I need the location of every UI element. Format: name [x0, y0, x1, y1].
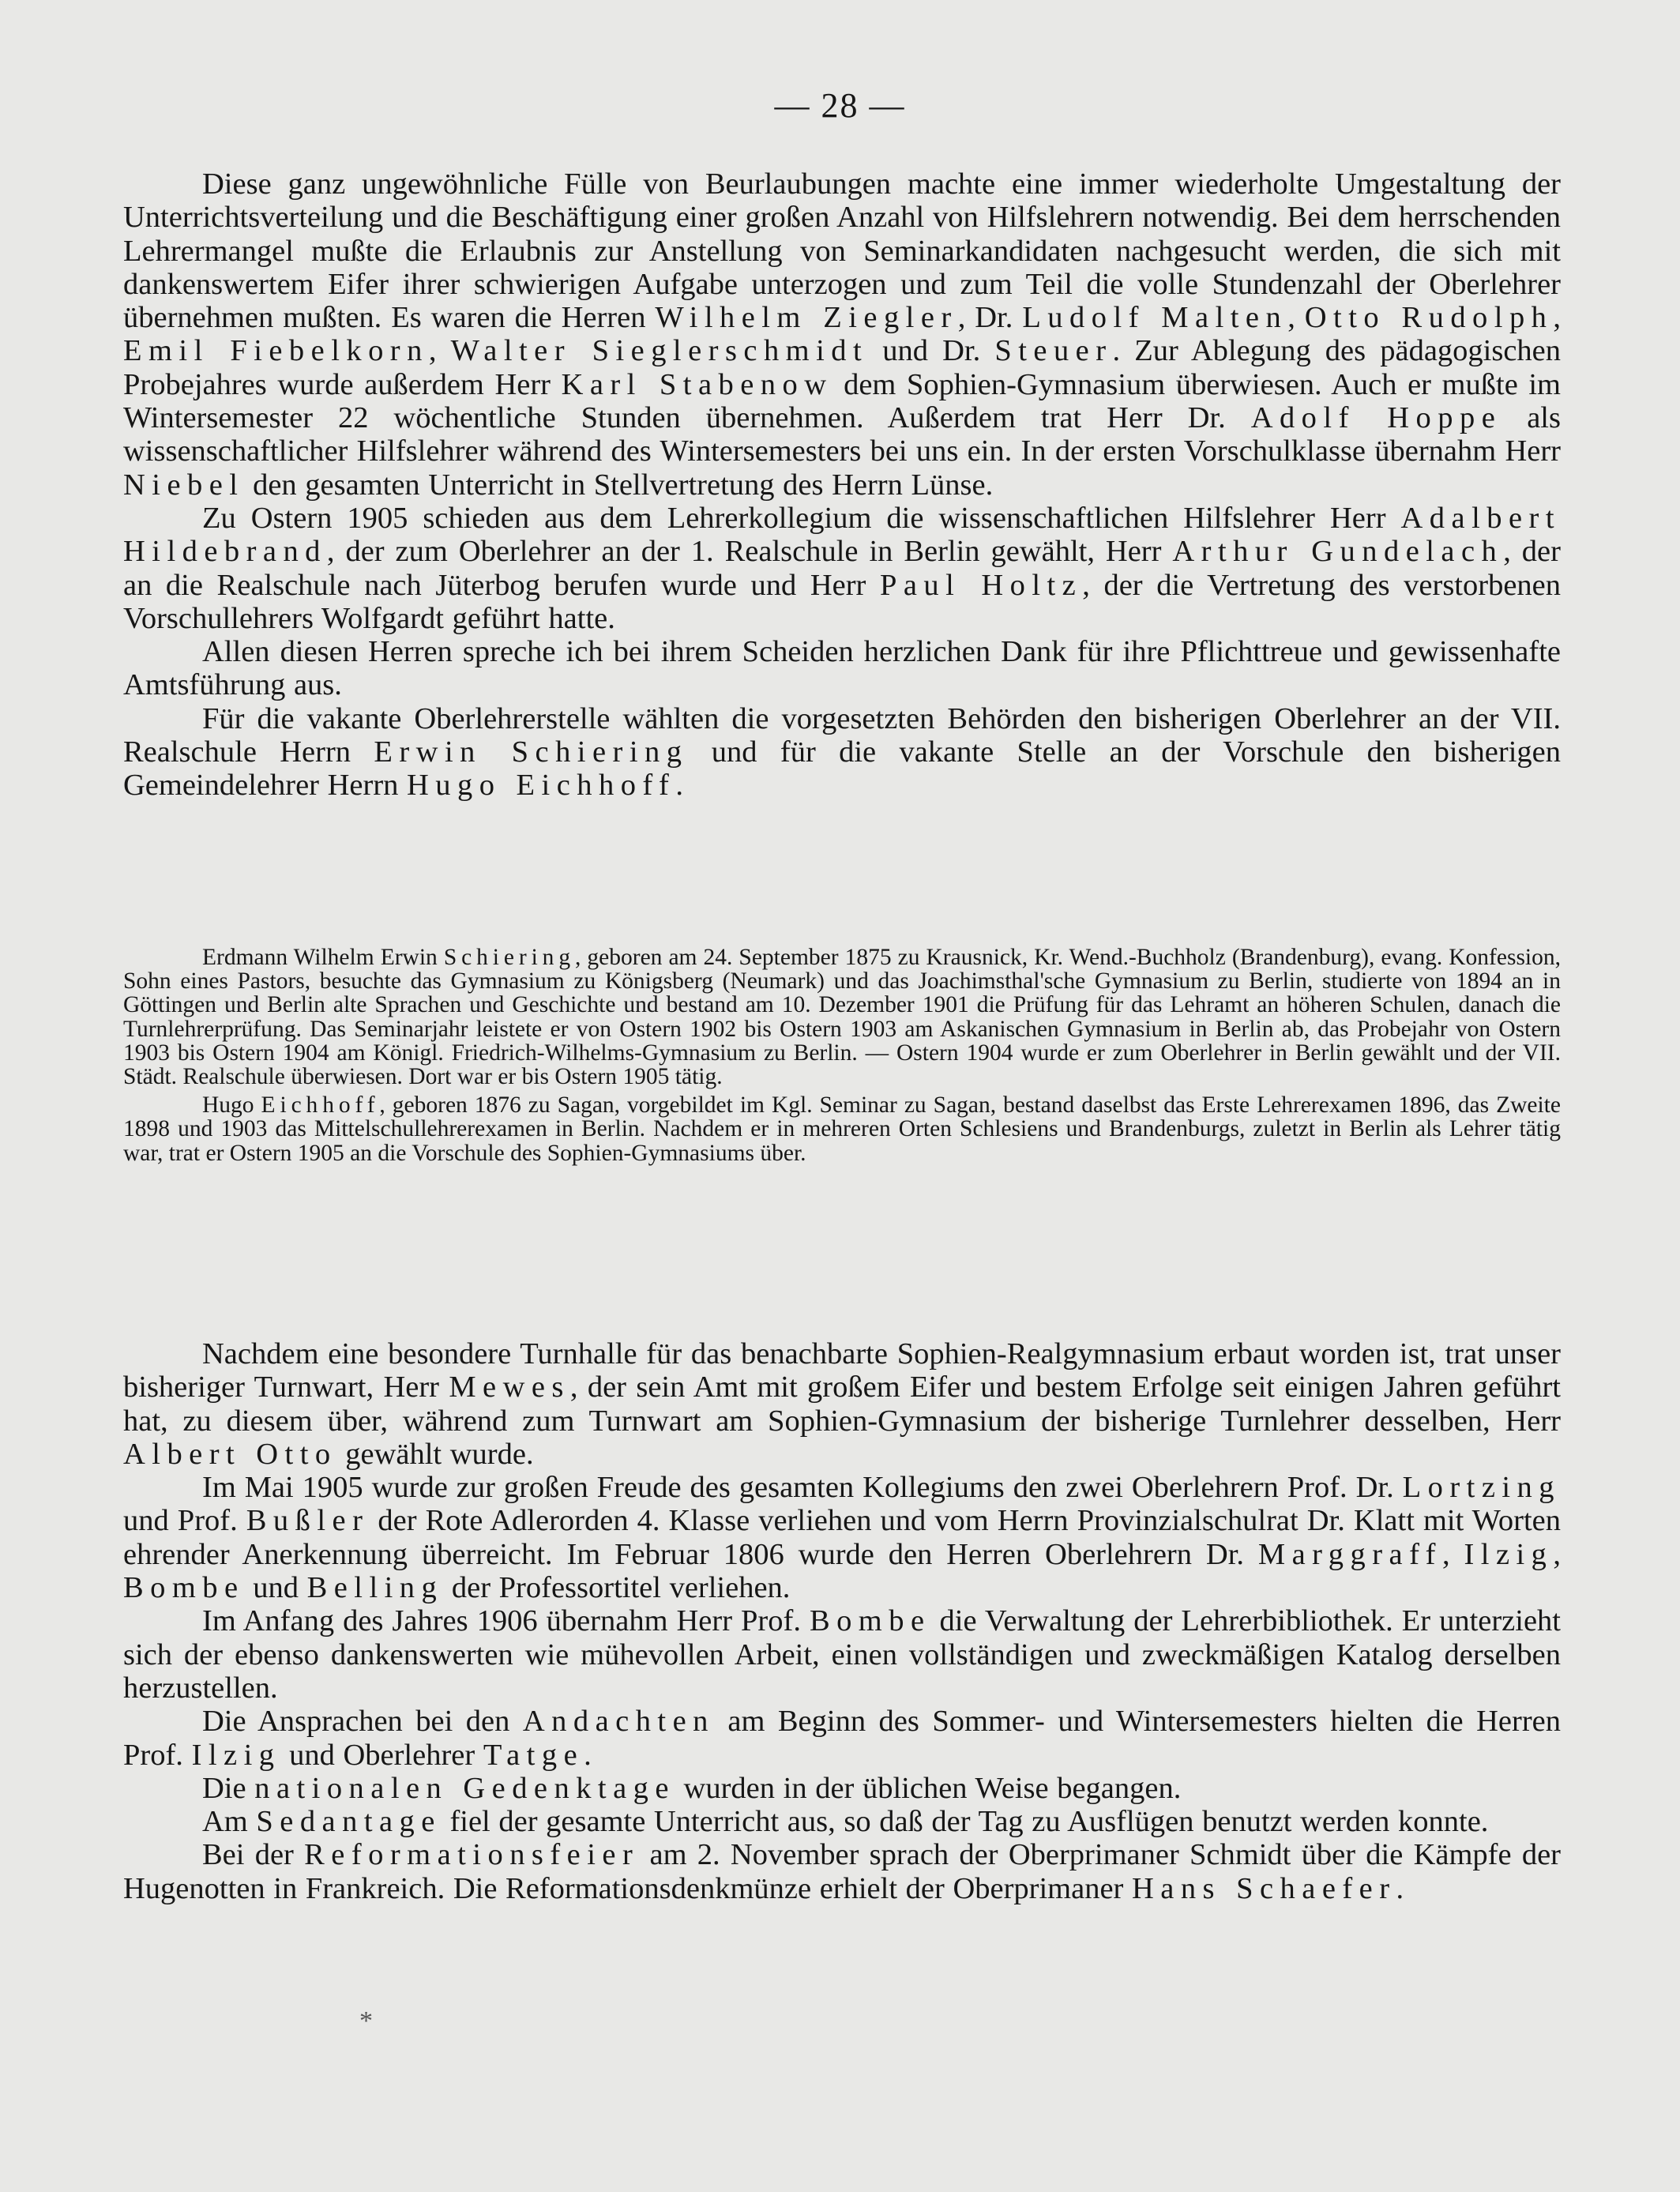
- main-text-section-2: [123, 1337, 1561, 1905]
- spaced-name: Bombe: [809, 1604, 931, 1638]
- text-run: Die Ansprachen bei den: [202, 1705, 523, 1739]
- text-run: am Beginn des Sommer- und Wintersemesters hielten die Herren Prof.: [123, 1705, 1561, 1772]
- text-run: .: [675, 769, 683, 803]
- paragraph: [123, 702, 1561, 803]
- text-run: , der an die Realschule nach Jüterbog berufen wurde und Herr: [123, 535, 1561, 602]
- text-run: Zu Ostern 1905 schieden aus dem Lehrerkollegium die wissenschaftlichen Hilfslehrer Herr: [202, 501, 1401, 535]
- text-run: fiel der gesamte Unterricht aus, so daß der Tag zu Ausflügen benutzt werden konnte.: [441, 1805, 1489, 1839]
- text-run: , der zum Oberlehrer an der 1. Realschule in Berlin gewählt, Herr: [326, 535, 1173, 569]
- spaced-name: Hans Schaefer: [1132, 1871, 1396, 1905]
- spaced-name: Erwin Schiering: [374, 735, 689, 769]
- spaced-name: Adalbert Hildebrand: [123, 501, 1561, 569]
- spaced-name: Ilzig: [1464, 1537, 1554, 1571]
- spaced-name: Bombe: [123, 1571, 245, 1605]
- spaced-name: Andachten: [522, 1705, 715, 1739]
- text-run: ,: [1441, 1537, 1464, 1571]
- paragraph: [123, 635, 1561, 702]
- text-run: ,: [1553, 301, 1562, 335]
- paragraph: [123, 502, 1561, 635]
- text-run: gewählt wurde.: [336, 1437, 534, 1471]
- text-run: Die: [202, 1771, 255, 1805]
- spaced-name: Karl Stabenow: [561, 367, 833, 401]
- text-run: Bei der: [202, 1838, 305, 1872]
- spaced-name: Ilzig: [191, 1738, 281, 1772]
- spaced-name: Albert Otto: [123, 1437, 337, 1471]
- text-run: Nachdem eine besondere Turnhalle für das benachbarte Sophien-Realgymnasium erbaut worden ist, trat unser bisheriger Turnwart, Herr: [123, 1337, 1561, 1404]
- spaced-name: Walter Sieglerschmidt: [450, 334, 869, 368]
- text-run: Allen diesen Herren spreche ich bei ihrem Scheiden herzlichen Dank für ihre Pflichttreue und gewissenhafte Amtsführung aus.: [123, 635, 1561, 702]
- text-run: ,: [1553, 1537, 1562, 1571]
- text-run: Für die vakante Oberlehrerstelle wählten die vorgesetzten Behörden den bisherigen Oberlehrer an der VII. Realschule Herrn: [123, 701, 1561, 769]
- spaced-name: Emil Fiebelkorn: [123, 334, 429, 368]
- text-run: ,: [1287, 301, 1305, 335]
- text-run: , Dr.: [957, 301, 1023, 335]
- spaced-name: Sedantage: [256, 1805, 442, 1839]
- text-run: den gesamten Unterricht in Stellvertretung des Herrn Lünse.: [244, 468, 994, 502]
- spaced-name: Mewes: [449, 1370, 570, 1404]
- text-run: , geboren 1876 zu Sagan, vorgebildet im Kgl. Seminar zu Sagan, bestand daselbst das Erste Lehrerexamen 1896, das Zweite 1898 und 1903 das Mittelschullehrerexamen in Berlin. Nachdem er in mehreren Orten Schlesiens und Brandenburgs, zuletzt in Berlin als Lehrer tätig war, trat er Ostern 1905 an die Vorschule des Sophien-Gymnasiums über.: [123, 1092, 1561, 1166]
- spaced-name: Bußler: [246, 1504, 370, 1538]
- text-run: .: [584, 1738, 592, 1772]
- page-number: — 28 —: [774, 86, 906, 125]
- text-run: Am: [202, 1805, 257, 1839]
- spaced-name: Wilhelm Ziegler: [655, 301, 958, 335]
- text-run: Im Mai 1905 wurde zur großen Freude des gesamten Kollegiums den zwei Oberlehrern Prof. Dr.: [202, 1471, 1403, 1505]
- spaced-name: Hugo Eichhoff: [407, 769, 676, 803]
- footnote-paragraph: [123, 946, 1561, 1088]
- paragraph: [123, 167, 1561, 502]
- spaced-name: Arthur Gundelach: [1172, 535, 1504, 569]
- spaced-name: Niebel: [123, 468, 245, 502]
- text-run: und: [244, 1571, 307, 1605]
- text-run: dem Sophien-Gymnasium überwiesen. Auch er mußte im Wintersemester 22 wöchentliche Stunden übernehmen. Außerdem trat Herr Dr.: [123, 367, 1562, 435]
- paragraph: [123, 1705, 1561, 1772]
- text-run: Hugo: [202, 1092, 261, 1119]
- spaced-name: Marggraff: [1257, 1537, 1442, 1571]
- text-run: als wissenschaftlicher Hilfslehrer während des Wintersemesters bei uns ein. In der ersten Vorschulklasse übernahm Herr: [123, 401, 1561, 468]
- text-run: wurden in der üblichen Weise begangen.: [675, 1771, 1182, 1805]
- text-run: und Dr.: [868, 334, 995, 368]
- paragraph: [123, 1604, 1561, 1705]
- main-text-section: [123, 167, 1561, 803]
- text-run: ,: [428, 334, 451, 368]
- spaced-name: Schiering: [443, 945, 575, 970]
- text-run: Im Anfang des Jahres 1906 übernahm Herr Prof.: [202, 1604, 810, 1638]
- text-run: am 2. November sprach der Oberprimaner Schmidt über die Kämpfe der Hugenotten in Frankreich. Die Reformationsdenkmünze erhielt der Oberprimaner: [123, 1838, 1561, 1905]
- paragraph: [123, 1838, 1561, 1905]
- text-run: , der die Vertretung des verstorbenen Vorschullehrers Wolfgardt geführt hatte.: [123, 568, 1562, 635]
- text-run: die Verwaltung der Lehrerbibliothek. Er unterzieht sich der ebenso dankenswerten wie mühevollen Arbeit, einen vollständigen und zweckmäßigen Katalog derselben herzustellen.: [123, 1604, 1562, 1705]
- text-run: , der sein Amt mit großem Eifer und bestem Erfolge seit einigen Jahren geführt hat, zu diesem über, während zum Turnwart am Sophien-Gymnasium der bisherige Turnlehrer desselben, Herr: [123, 1370, 1561, 1438]
- spaced-name: Reformationsfeier: [304, 1838, 640, 1872]
- text-run: .: [1396, 1871, 1404, 1905]
- spaced-name: Eichhoff: [261, 1092, 380, 1119]
- text-run: . Zur Ablegung des pädagogischen Probejahres wurde außerdem Herr: [123, 334, 1562, 401]
- text-run: der Professortitel verliehen.: [443, 1571, 791, 1605]
- text-run: Diese ganz ungewöhnliche Fülle von Beurlaubungen machte eine immer wiederholte Umgestaltung der Unterrichtsverteilung und die Beschäftigung einer großen Anzahl von Hilfslehrern notwendig. Bei dem herrschenden Lehrermangel mußte die Erlaubnis zur Anstellung von Seminarkandidaten nachgesucht werden, die sich mit dankenswertem Eifer ihrer schwierigen Aufgabe unterzogen und zum Teil die volle Stundenzahl der Oberlehrer übernehmen mußten. Es waren die Herren: [123, 167, 1561, 335]
- footnotes-section: [123, 946, 1561, 1170]
- text-run: der Rote Adlerorden 4. Klasse verliehen und vom Herrn Provinzialschulrat Dr. Klatt mit Worten ehrender Anerkennung überreicht. Im Februar 1806 wurde den Herren Oberlehrern Dr.: [123, 1504, 1561, 1571]
- spaced-name: Paul Holtz: [879, 568, 1083, 602]
- spaced-name: Belling: [306, 1571, 444, 1605]
- spaced-name: Ludolf Malten: [1022, 301, 1288, 335]
- spaced-name: Adolf Hoppe: [1250, 401, 1502, 435]
- text-run: und Prof.: [123, 1504, 246, 1538]
- footnote-paragraph: [123, 1093, 1561, 1165]
- text-run: , geboren am 24. September 1875 zu Krausnick, Kr. Wend.-Buchholz (Brandenburg), evang. Konfession, Sohn eines Pastors, besuchte das Gymnasium zu Königsberg (Neumark) und das Joachimsthal'sche Gymnasium zu Berlin, studierte von 1894 an in Göttingen und Berlin alte Sprachen und Geschichte und bestand am 10. Dezember 1901 die Prüfung für das Lehramt an höheren Schulen, danach die Turnlehrerprüfung. Das Seminarjahr leistete er von Ostern 1902 bis Ostern 1903 am Askanischen Gymnasium in Berlin ab, das Probejahr von Ostern 1903 bis Ostern 1904 am Königl. Friedrich-Wilhelms-Gymnasium zu Berlin. — Ostern 1904 wurde er zum Oberlehrer in Berlin gewählt und der VII. Städt. Realschule überwiesen. Dort war er bis Ostern 1905 tätig.: [123, 945, 1562, 1090]
- text-run: Erdmann Wilhelm Erwin: [202, 945, 444, 970]
- paragraph: [123, 1805, 1561, 1838]
- text-run: und für die vakante Stelle an der Vorschule den bisherigen Gemeindelehrer Herrn: [123, 735, 1561, 803]
- spaced-name: Tatge: [483, 1738, 584, 1772]
- spaced-name: Otto Rudolph: [1304, 301, 1554, 335]
- printer-mark: *: [359, 2006, 373, 2036]
- paragraph: [123, 1471, 1561, 1604]
- paragraph: [123, 1337, 1561, 1471]
- text-run: und Oberlehrer: [280, 1738, 483, 1772]
- spaced-name: Lortzing: [1402, 1471, 1561, 1505]
- paragraph: [123, 1772, 1561, 1805]
- spaced-name: nationalen Gedenktage: [254, 1771, 675, 1805]
- spaced-name: Steuer: [994, 334, 1113, 368]
